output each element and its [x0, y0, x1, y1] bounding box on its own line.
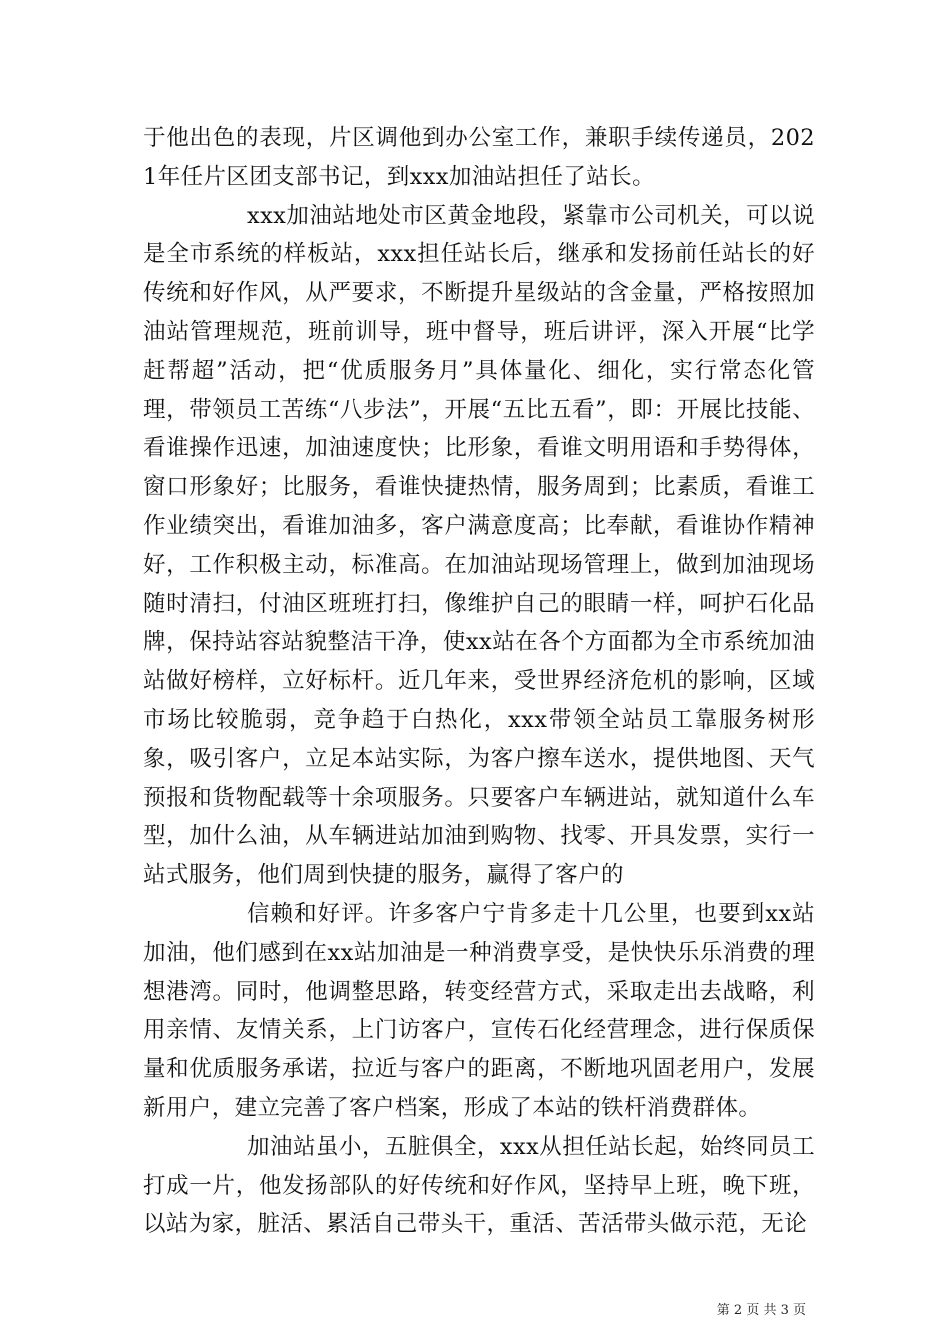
paragraph-4: 加油站虽小，五脏俱全，xxx从担任站长起，始终同员工打成一片，他发扬部队的好传统和好作风，坚持早上班，晚下班，以站为家，脏活、累活自己带头干，重活、苦活带头做示范，无论	[143, 1133, 815, 1238]
document-body	[143, 119, 815, 1244]
paragraph-3: 信赖和好评。许多客户宁肯多走十几公里，也要到xx站加油，他们感到在xx站加油是一种消费享受，是快快乐乐消费的理想港湾。同时，他调整思路，转变经营方式，采取走出去战略，利用亲情、友情关系，上门访客户，宣传石化经营理念，进行保质保量和优质服务承诺，拉近与客户的距离，不断地巩固老用户，发展新用户，建立完善了客户档案，形成了本站的铁杆消费群体。	[143, 900, 815, 1121]
paragraph-2: xxx加油站地处市区黄金地段，紧靠市公司机关，可以说是全市系统的样板站，xxx担任站长后，继承和发扬前任站长的好传统和好作风，从严要求，不断提升星级站的含金量，严格按照加油站管理规范，班前训导，班中督导，班后讲评，深入开展“比学赶帮超”活动，把“优质服务月”具体量化、细化，实行常态化管理，带领员工苦练“八步法”，开展“五比五看”，即：开展比技能、看谁操作迅速，加油速度快；比形象，看谁文明用语和手势得体，窗口形象好；比服务，看谁快捷热情，服务周到；比素质，看谁工作业绩突出，看谁加油多，客户满意度高；比奉献，看谁协作精神好，工作积极主动，标准高。在加油站现场管理上，做到加油现场随时清扫，付油区班班打扫，像维护自己的眼睛一样，呵护石化品牌，保持站容站貌整洁干净，使xx站在各个方面都为全市系统加油站做好榜样，立好标杆。近几年来，受世界经济危机的影响，区域市场比较脆弱，竞争趋于白热化，xxx带领全站员工靠服务树形象，吸引客户，立足本站实际，为客户擦车送水，提供地图、天气预报和货物配载等十余项服务。只要客户车辆进站，就知道什么车型，加什么油，从车辆进站加油到购物、找零、开具发票，实行一站式服务，他们周到快捷的服务，赢得了客户的	[143, 202, 815, 889]
page-number-footer: 第 2 页 共 3 页	[716, 1303, 806, 1318]
paragraph-1: 于他出色的表现，片区调他到办公室工作，兼职手续传递员，2021年任片区团支部书记，到xxx加油站担任了站长。	[143, 125, 815, 190]
